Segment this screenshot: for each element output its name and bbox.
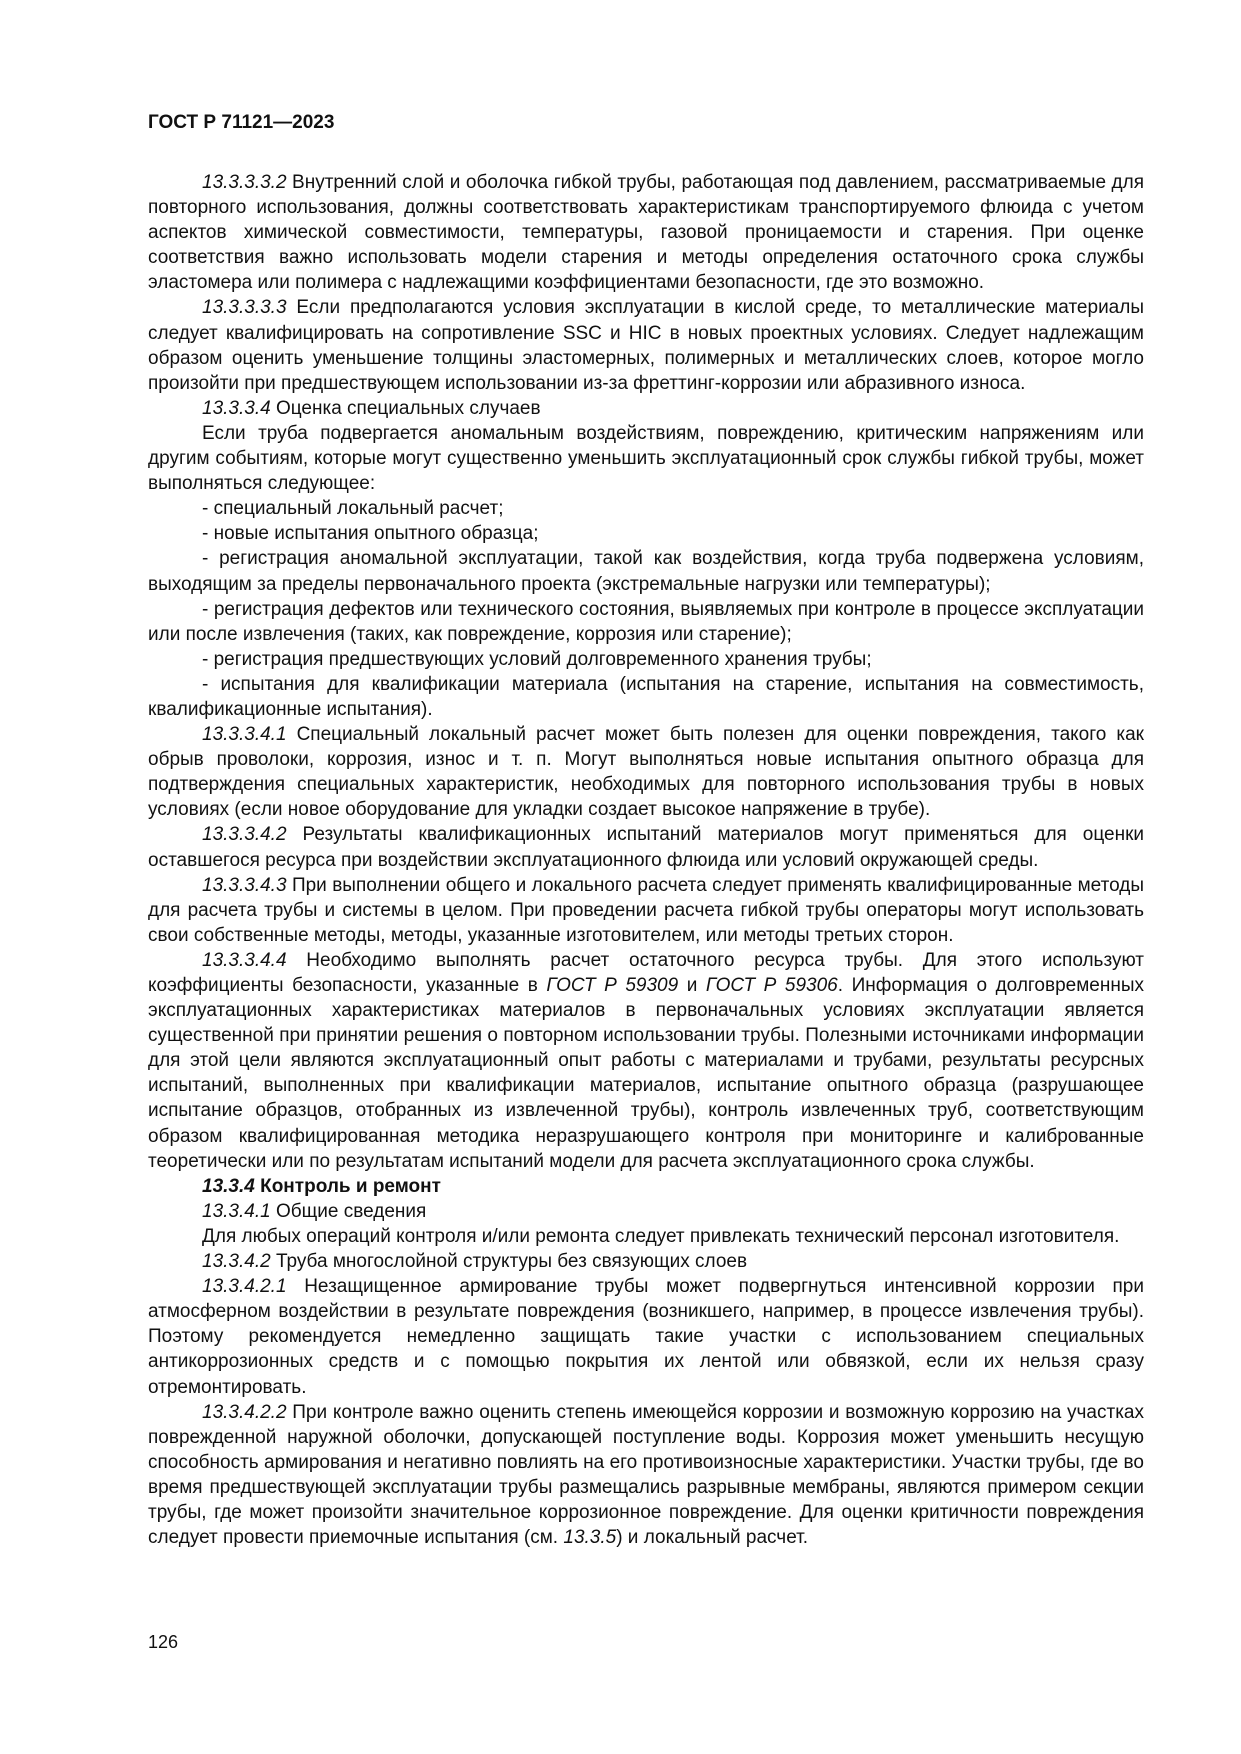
paragraph-13-3-3-3-3	[148, 295, 1144, 395]
list-item-text: - регистрация дефектов или технического состояния, выявляемых при контроле в процессе эксплуатации или после извлечения (таких, как повреждение, коррозия или старение);	[148, 598, 1144, 645]
paragraph-13-3-3-4-4	[148, 948, 1144, 1174]
paragraph-13-3-3-4-2	[148, 822, 1144, 872]
paragraph-text: Если предполагаются условия эксплуатации в кислой среде, то металлические материалы следует квалифицировать на сопротивление SSC и HIC в новых проектных условиях. Следует надлежащим образом оценить уменьшение толщины эластомерных, полимерных и металлических слоев, которое могло произойти при предшествующем использовании из-за фреттинг-коррозии или абразивного износа.	[148, 297, 1144, 394]
paragraph-text: Если труба подвергается аномальным воздействиям, повреждению, критическим напряжениям или другим событиям, которые могут существенно уменьшить эксплуатационный срок службы гибкой трубы, может выполняться следующее:	[148, 422, 1144, 495]
clause-number: 13.3.3.4.1	[202, 724, 287, 746]
standard-reference: ГОСТ Р 59309	[546, 975, 679, 996]
list-item	[148, 496, 1144, 521]
paragraph-text: Необходимо выполнять расчет остаточного ресурса трубы. Для этого используют коэффициенты безопасности, указанные в	[148, 949, 1144, 996]
paragraph-intro-special-cases	[148, 421, 1144, 496]
paragraph-text: Для любых операций контроля и/или ремонта следует привлекать технический персонал изготовителя.	[202, 1225, 1120, 1247]
paragraph-13-3-3-4-1	[148, 722, 1144, 822]
paragraph-text: Незащищенное армирование трубы может подвергнуться интенсивной коррозии при атмосферном воздействии в результате повреждения (возникшего, например, в процессе извлечения трубы). Поэтому рекомендуется немедленно защищать такие участки с использованием специальных антикоррозионных средств и с помощью покрытия их лентой или обвязкой, если их нельзя сразу отремонтировать.	[148, 1276, 1144, 1398]
paragraph-text: При выполнении общего и локального расчета следует применять квалифицированные методы для расчета трубы и системы в целом. При проведении расчета гибкой трубы операторы могут использовать свои собственные методы, методы, указанные изготовителем, или методы третьих сторон.	[148, 874, 1144, 946]
clause-number: 13.3.3.3.3	[202, 297, 287, 319]
paragraph-13-3-3-4-3	[148, 873, 1144, 948]
paragraph-13-3-4-2-2	[148, 1400, 1144, 1551]
paragraph-13-3-3-3-2	[148, 170, 1144, 295]
paragraph-text: Общие сведения	[270, 1200, 427, 1222]
clause-number: 13.3.3.4	[202, 397, 271, 419]
list-item	[148, 597, 1144, 647]
list-item-text: - новые испытания опытного образца;	[202, 523, 539, 545]
clause-reference: 13.3.5	[563, 1527, 617, 1549]
clause-number: 13.3.3.4.4	[202, 949, 287, 971]
standard-reference: ГОСТ Р 59306	[705, 975, 838, 996]
paragraph-13-3-3-4	[148, 396, 1144, 421]
clause-number: 13.3.4.2.1	[202, 1276, 287, 1298]
paragraph-text: . Информация о долговременных эксплуатационных характеристиках материалов в первоначальных условиях эксплуатации является существенной при принятии решения о повторном использовании трубы. Полезными источниками информации для этой цели являются эксплуатационный опыт работы с материалами и трубами, результаты ресурсных испытаний, выполненных при квалификации материалов, испытание опытного образца (разрушающее испытание образцов, отобранных из извлеченной трубы), контроль извлеченных труб, соответствующим образом квалифицированная методика неразрушающего контроля при мониторинге и калиброванные теоретически или по результатам испытаний модели для расчета эксплуатационного срока службы.	[148, 975, 1144, 1172]
list-item	[148, 647, 1144, 672]
paragraph-text: Труба многослойной структуры без связующих слоев	[270, 1251, 748, 1273]
paragraph-13-3-4-2	[148, 1249, 1144, 1274]
list-item-text: - испытания для квалификации материала (испытания на старение, испытания на совместимость, квалификационные испытания).	[148, 673, 1144, 720]
clause-number: 13.3.4.2	[202, 1251, 271, 1273]
clause-number: 13.3.3.3.2	[202, 172, 287, 193]
clause-number: 13.3.3.4.3	[202, 874, 287, 896]
section-heading-13-3-4	[148, 1174, 1144, 1199]
page-number: 126	[148, 1632, 179, 1652]
list-item	[148, 546, 1144, 596]
list-item-text: - регистрация аномальной эксплуатации, такой как воздействия, когда труба подвержена условиям, выходящим за пределы первоначального проекта (экстремальные нагрузки или температуры);	[148, 548, 1144, 595]
document-code-header: ГОСТ Р 71121—2023	[148, 112, 335, 133]
paragraph-text: Специальный локальный расчет может быть полезен для оценки повреждения, такого как обрыв проволоки, коррозия, износ и т. п. Могут выполняться новые испытания опытного образца для подтверждения специальных характеристик, необходимых для повторного использования трубы в новых условиях (если новое оборудование для укладки создает высокое напряжение в трубе).	[148, 724, 1144, 821]
clause-number: 13.3.4.1	[202, 1200, 271, 1222]
paragraph-13-3-4-2-1	[148, 1274, 1144, 1399]
list-item	[148, 521, 1144, 546]
paragraph-text: ) и локальный расчет.	[616, 1527, 809, 1549]
clause-number: 13.3.4	[202, 1175, 255, 1197]
clause-number: 13.3.4.2.2	[202, 1401, 287, 1423]
paragraph-text: Результаты квалификационных испытаний материалов могут применяться для оценки оставшегося ресурса при воздействии эксплуатационного флюида или условий окружающей среды.	[148, 824, 1144, 871]
paragraph-text: При контроле важно оценить степень имеющейся коррозии и возможную коррозию на участках поврежденной наружной оболочки, допускающей поступление воды. Коррозия может уменьшить несущую способность армирования и негативно повлиять на его противоизносные характеристики. Участки трубы, где во время предшествующей эксплуатации трубы размещались разрывные мембраны, являются примером секции трубы, где может произойти значительное коррозионное повреждение. Для оценки критичности повреждения следует провести приемочные испытания (см.	[148, 1401, 1144, 1549]
paragraph-text: Оценка специальных случаев	[270, 397, 541, 419]
paragraph-text: Внутренний слой и оболочка гибкой трубы, работающая под давлением, рассматриваемые для повторного использования, должны соответствовать характеристикам транспортируемого флюида с учетом аспектов химической совместимости, температуры, газовой проницаемости и старения. При оценке соответствия важно использовать модели старения и методы определения остаточного срока службы эластомера или полимера с надлежащими коэффициентами безопасности, где это возможно.	[148, 172, 1144, 294]
section-heading-text: Контроль и ремонт	[254, 1175, 441, 1197]
paragraph-13-3-4-1	[148, 1199, 1144, 1224]
list-item	[148, 672, 1144, 722]
list-item-text: - регистрация предшествующих условий долговременного хранения трубы;	[202, 648, 872, 670]
list-item-text: - специальный локальный расчет;	[202, 498, 504, 520]
document-body	[148, 170, 1144, 1550]
paragraph-general-info	[148, 1224, 1144, 1249]
clause-number: 13.3.3.4.2	[202, 824, 287, 846]
paragraph-text: и	[678, 975, 706, 996]
